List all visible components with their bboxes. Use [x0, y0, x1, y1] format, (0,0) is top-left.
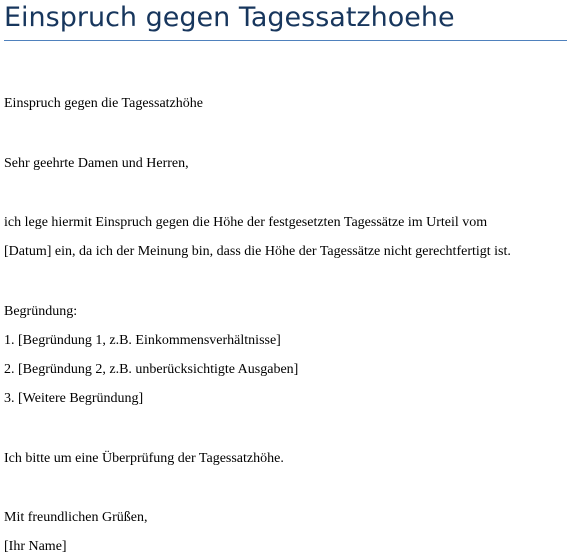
document-title: Einspruch gegen Tagessatzhoehe [4, 2, 455, 33]
reasons-heading: Begründung: [4, 304, 78, 319]
body-paragraph-line-1: ich lege hiermit Einspruch gegen die Höhe der festgesetzten Tagessätze im Urteil vom [4, 215, 488, 230]
subject-line: Einspruch gegen die Tagessatzhöhe [4, 96, 203, 111]
closing-greeting: Mit freundlichen Grüßen, [4, 510, 148, 525]
review-request: Ich bitte um eine Überprüfung der Tagessatzhöhe. [4, 451, 284, 466]
signature-placeholder: [Ihr Name] [4, 539, 67, 554]
reason-item-3: 3. [Weitere Begründung] [4, 391, 144, 406]
body-paragraph-line-2: [Datum] ein, da ich der Meinung bin, dass die Höhe der Tagessätze nicht gerechtfertigt ist. [4, 244, 511, 259]
reason-item-2: 2. [Begründung 2, z.B. unberücksichtigte Ausgaben] [4, 362, 299, 377]
title-underline-rule [4, 40, 567, 41]
reason-item-1: 1. [Begründung 1, z.B. Einkommensverhältnisse] [4, 333, 281, 348]
salutation: Sehr geehrte Damen und Herren, [4, 156, 189, 171]
